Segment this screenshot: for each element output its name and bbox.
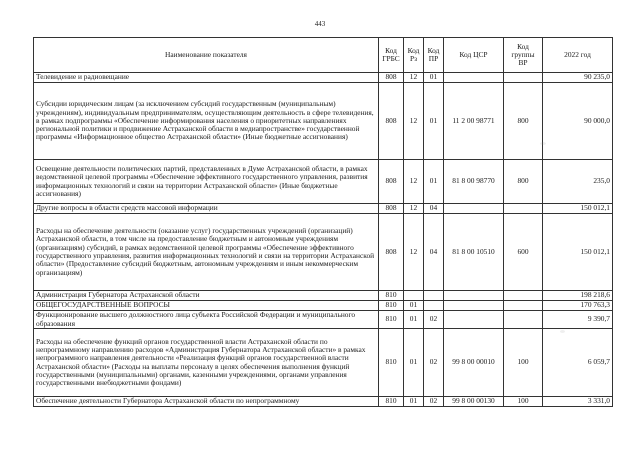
- row-amount: 6 059,7: [543, 329, 613, 397]
- row-pr: 02: [424, 397, 444, 407]
- table-row: [34, 204, 613, 214]
- row-csr: 99 8 00 00130: [444, 397, 504, 407]
- row-name: Функционирование высшего должностного лица субъекта Российской Федерации и муниципального образования: [34, 311, 379, 329]
- row-name: Обеспечение деятельности Губернатора Астраханской области по непрограммному: [34, 397, 379, 407]
- row-grbs: 808: [379, 73, 404, 83]
- row-vr: [504, 73, 543, 83]
- row-grbs: 808: [379, 83, 404, 160]
- row-vr: 800: [504, 83, 543, 160]
- row-pr: 04: [424, 204, 444, 214]
- scan-speck: [540, 142, 546, 145]
- row-rz: 12: [404, 214, 424, 291]
- budget-table: [33, 37, 613, 407]
- row-name: Телевидение и радиовещание: [34, 73, 379, 83]
- header-row: [34, 38, 613, 73]
- header-rz: Код Рз: [404, 38, 424, 73]
- header-vr: Код группы ВР: [504, 38, 543, 73]
- header-year: 2022 год: [543, 38, 613, 73]
- row-vr: 600: [504, 214, 543, 291]
- header-pr: Код ПР: [424, 38, 444, 73]
- row-rz: 12: [404, 160, 424, 204]
- row-csr: 81 8 00 10510: [444, 214, 504, 291]
- row-csr: [444, 73, 504, 83]
- row-rz: 01: [404, 397, 424, 407]
- row-pr: 02: [424, 311, 444, 329]
- row-rz: 01: [404, 329, 424, 397]
- table-row: [34, 160, 613, 204]
- row-pr: 01: [424, 83, 444, 160]
- table-row: [34, 214, 613, 291]
- row-name: Расходы на обеспечение функций органов государственной власти Астраханской области по непрограммному направлению расходов «Администрация Губернатора Астраханской области» в рамках непрограммного направления деятельности «Реализация функций органов государственной власти Астраханской области» (Расходы на выплаты персоналу в целях обеспечения выполнения функций государственными (муниципальными) органами, казенными учреждениями, органами управления государственными внебюджетными фондами): [34, 329, 379, 397]
- row-amount: 150 012,1: [543, 214, 613, 291]
- row-pr: 04: [424, 214, 444, 291]
- row-vr: 800: [504, 160, 543, 204]
- row-name: Освещение деятельности политических партий, представленных в Думе Астраханской области, в рамках ведомственной целевой программы «Обеспечение эффективного государственного управления, развития информационных технологий и связи на территории Астраханской области» (Иные бюджетные ассигнования): [34, 160, 379, 204]
- row-csr: [444, 311, 504, 329]
- row-csr: [444, 301, 504, 311]
- row-vr: 100: [504, 397, 543, 407]
- row-csr: 11 2 00 98771: [444, 83, 504, 160]
- table-row: [34, 397, 613, 407]
- row-name: Субсидии юридическим лицам (за исключением субсидий государственным (муниципальным) учреждениям), индивидуальным предпринимателям, осуществляющим деятельность в сфере телевидения, в рамках подпрограммы «Обеспечение информирования населения о приоритетных направлениях региональной политики и продвижение Астраханской области в медиапространстве» государственной программы «Информационное общество Астраханской области» (Иные бюджетные ассигнования): [34, 83, 379, 160]
- row-grbs: 808: [379, 214, 404, 291]
- table-row: [34, 311, 613, 329]
- row-csr: [444, 291, 504, 301]
- row-rz: 01: [404, 301, 424, 311]
- row-amount: 9 390,7: [543, 311, 613, 329]
- row-amount: 3 331,0: [543, 397, 613, 407]
- row-amount: 150 012,1: [543, 204, 613, 214]
- row-pr: 01: [424, 160, 444, 204]
- row-rz: 12: [404, 83, 424, 160]
- table-row: [34, 291, 613, 301]
- row-grbs: 810: [379, 301, 404, 311]
- table-row: [34, 301, 613, 311]
- row-pr: [424, 301, 444, 311]
- row-csr: 81 8 00 98770: [444, 160, 504, 204]
- row-name: Другие вопросы в области средств массовой информации: [34, 204, 379, 214]
- row-vr: [504, 291, 543, 301]
- row-rz: [404, 291, 424, 301]
- row-vr: [504, 301, 543, 311]
- header-csr: Код ЦСР: [444, 38, 504, 73]
- header-name: Наименование показателя: [34, 38, 379, 73]
- row-name: Администрация Губернатора Астраханской области: [34, 291, 379, 301]
- scan-speck: [560, 330, 565, 333]
- row-grbs: 808: [379, 160, 404, 204]
- table-row: [34, 83, 613, 160]
- row-name: Расходы на обеспечение деятельности (оказание услуг) государственных учреждений (организаций) Астраханской области, в том числе на предоставление бюджетным и автономным учреждениям (организациям) субсидий, в рамках ведомственной целевой программы «Обеспечение эффективного государственного управления, развития информационных технологий и связи на территории Астраханской области» (Предоставление субсидий бюджетным, автономным учреждениям и иным некоммерческим организациям): [34, 214, 379, 291]
- row-pr: 02: [424, 329, 444, 397]
- row-vr: 100: [504, 329, 543, 397]
- table-row: [34, 73, 613, 83]
- row-grbs: 808: [379, 204, 404, 214]
- row-name: ОБЩЕГОСУДАРСТВЕННЫЕ ВОПРОСЫ: [34, 301, 379, 311]
- row-amount: 235,0: [543, 160, 613, 204]
- page-number: 443: [314, 20, 326, 28]
- row-grbs: 810: [379, 291, 404, 301]
- row-rz: 01: [404, 311, 424, 329]
- row-pr: 01: [424, 73, 444, 83]
- row-grbs: 810: [379, 397, 404, 407]
- row-amount: 90 000,0: [543, 83, 613, 160]
- row-rz: 12: [404, 73, 424, 83]
- row-rz: 12: [404, 204, 424, 214]
- table-row: [34, 329, 613, 397]
- row-csr: [444, 204, 504, 214]
- row-grbs: 810: [379, 311, 404, 329]
- row-amount: 198 218,6: [543, 291, 613, 301]
- row-csr: 99 8 00 00010: [444, 329, 504, 397]
- header-grbs: Код ГРБС: [379, 38, 404, 73]
- row-grbs: 810: [379, 329, 404, 397]
- row-amount: 170 763,3: [543, 301, 613, 311]
- row-vr: [504, 204, 543, 214]
- row-vr: [504, 311, 543, 329]
- row-amount: 90 235,0: [543, 73, 613, 83]
- row-pr: [424, 291, 444, 301]
